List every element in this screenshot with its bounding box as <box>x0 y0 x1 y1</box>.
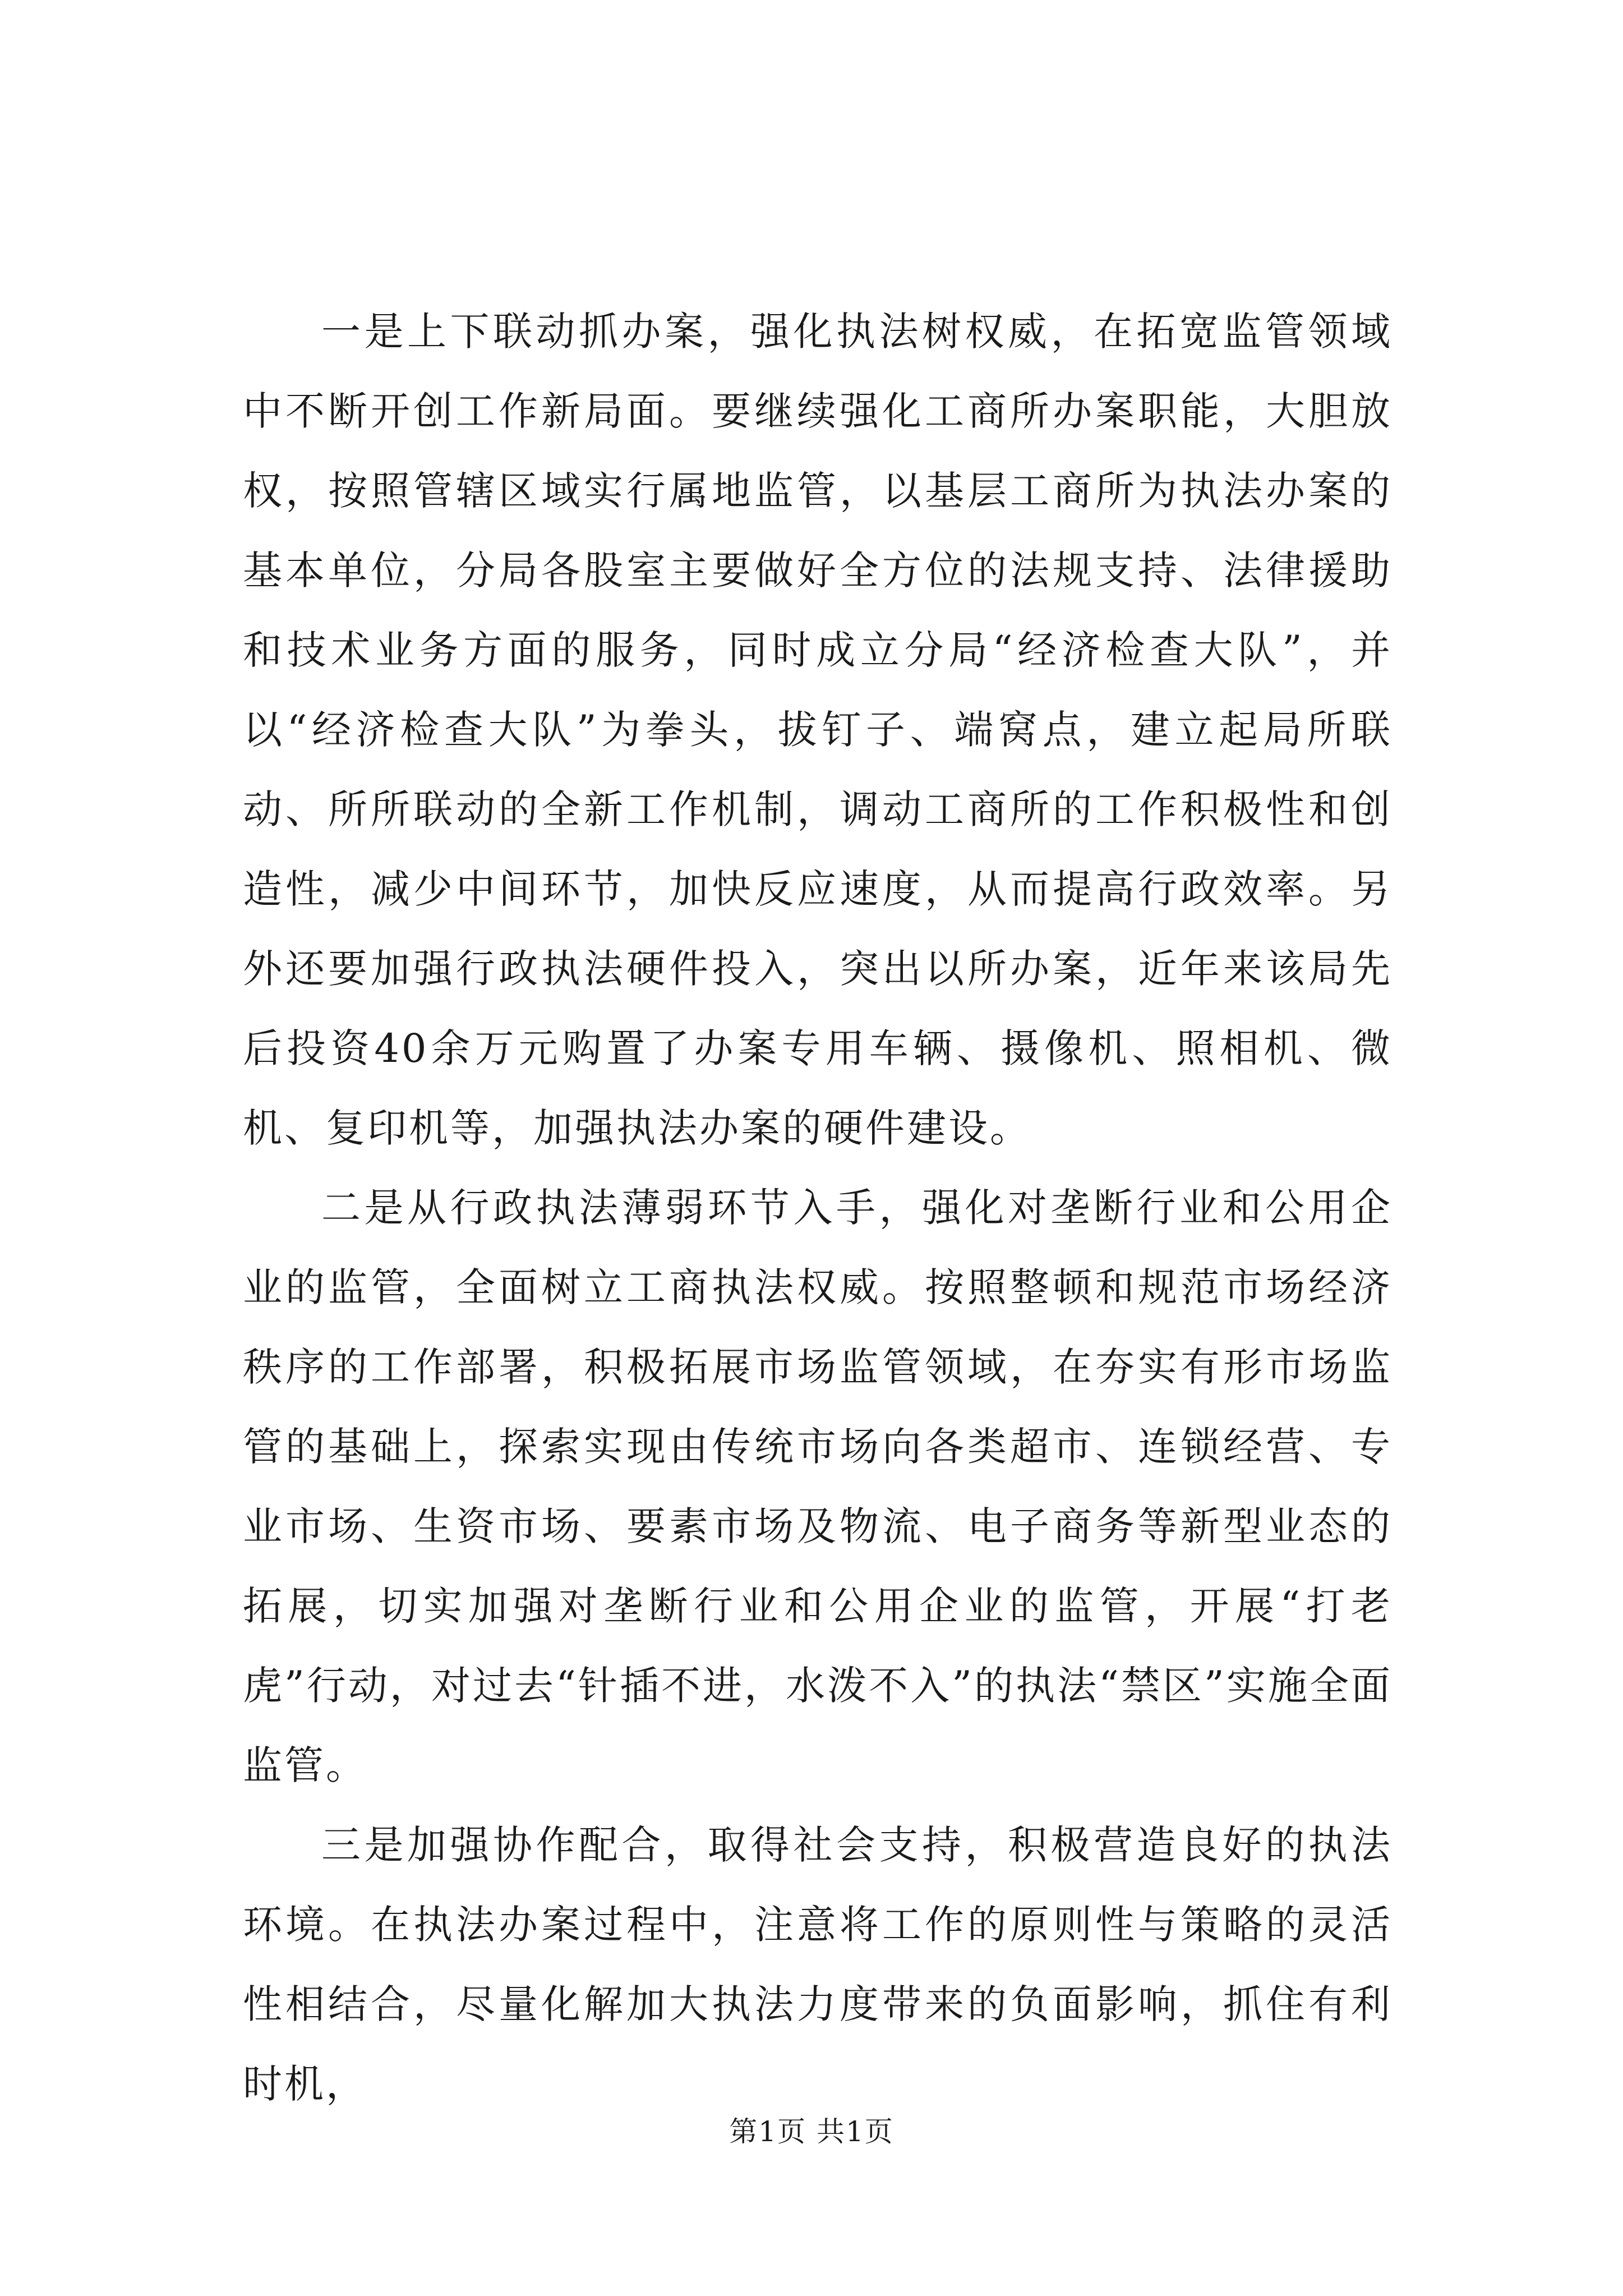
paragraph-3: 三是加强协作配合，取得社会支持，积极营造良好的执法环境。在执法办案过程中，注意将工作的原则性与策略的灵活性相结合，尽量化解加大执法力度带来的负面影响，抓住有利时机， <box>243 1822 1393 2107</box>
document-body <box>243 292 1393 2124</box>
paragraph-2: 二是从行政执法薄弱环节入手，强化对垄断行业和公用企业的监管，全面树立工商执法权威。按照整顿和规范市场经济秩序的工作部署，积极拓展市场监管领域，在夯实有形市场监管的基础上，探索实现由传统市场向各类超市、连锁经营、专业市场、生资市场、要素市场及物流、电子商务等新型业态的拓展，切实加强对垄断行业和公用企业的监管，开展“打老虎”行动，对过去“针插不进，水泼不入”的执法“禁区”实施全面监管。 <box>243 1185 1393 1788</box>
page-footer: 第1页 共1页 <box>729 2115 894 2148</box>
paragraph-1: 一是上下联动抓办案，强化执法树权威，在拓宽监管领域中不断开创工作新局面。要继续强化工商所办案职能，大胆放权，按照管辖区域实行属地监管，以基层工商所为执法办案的基本单位，分局各股室主要做好全方位的法规支持、法律援助和技术业务方面的服务，同时成立分局“经济检查大队”，并以“经济检查大队”为拳头，拔钉子、端窝点，建立起局所联动、所所联动的全新工作机制，调动工商所的工作积极性和创造性，减少中间环节，加快反应速度，从而提高行政效率。另外还要加强行政执法硬件投入，突出以所办案，近年来该局先后投资40余万元购置了办案专用车辆、摄像机、照相机、微机、复印机等，加强执法办案的硬件建设。 <box>243 309 1393 1151</box>
